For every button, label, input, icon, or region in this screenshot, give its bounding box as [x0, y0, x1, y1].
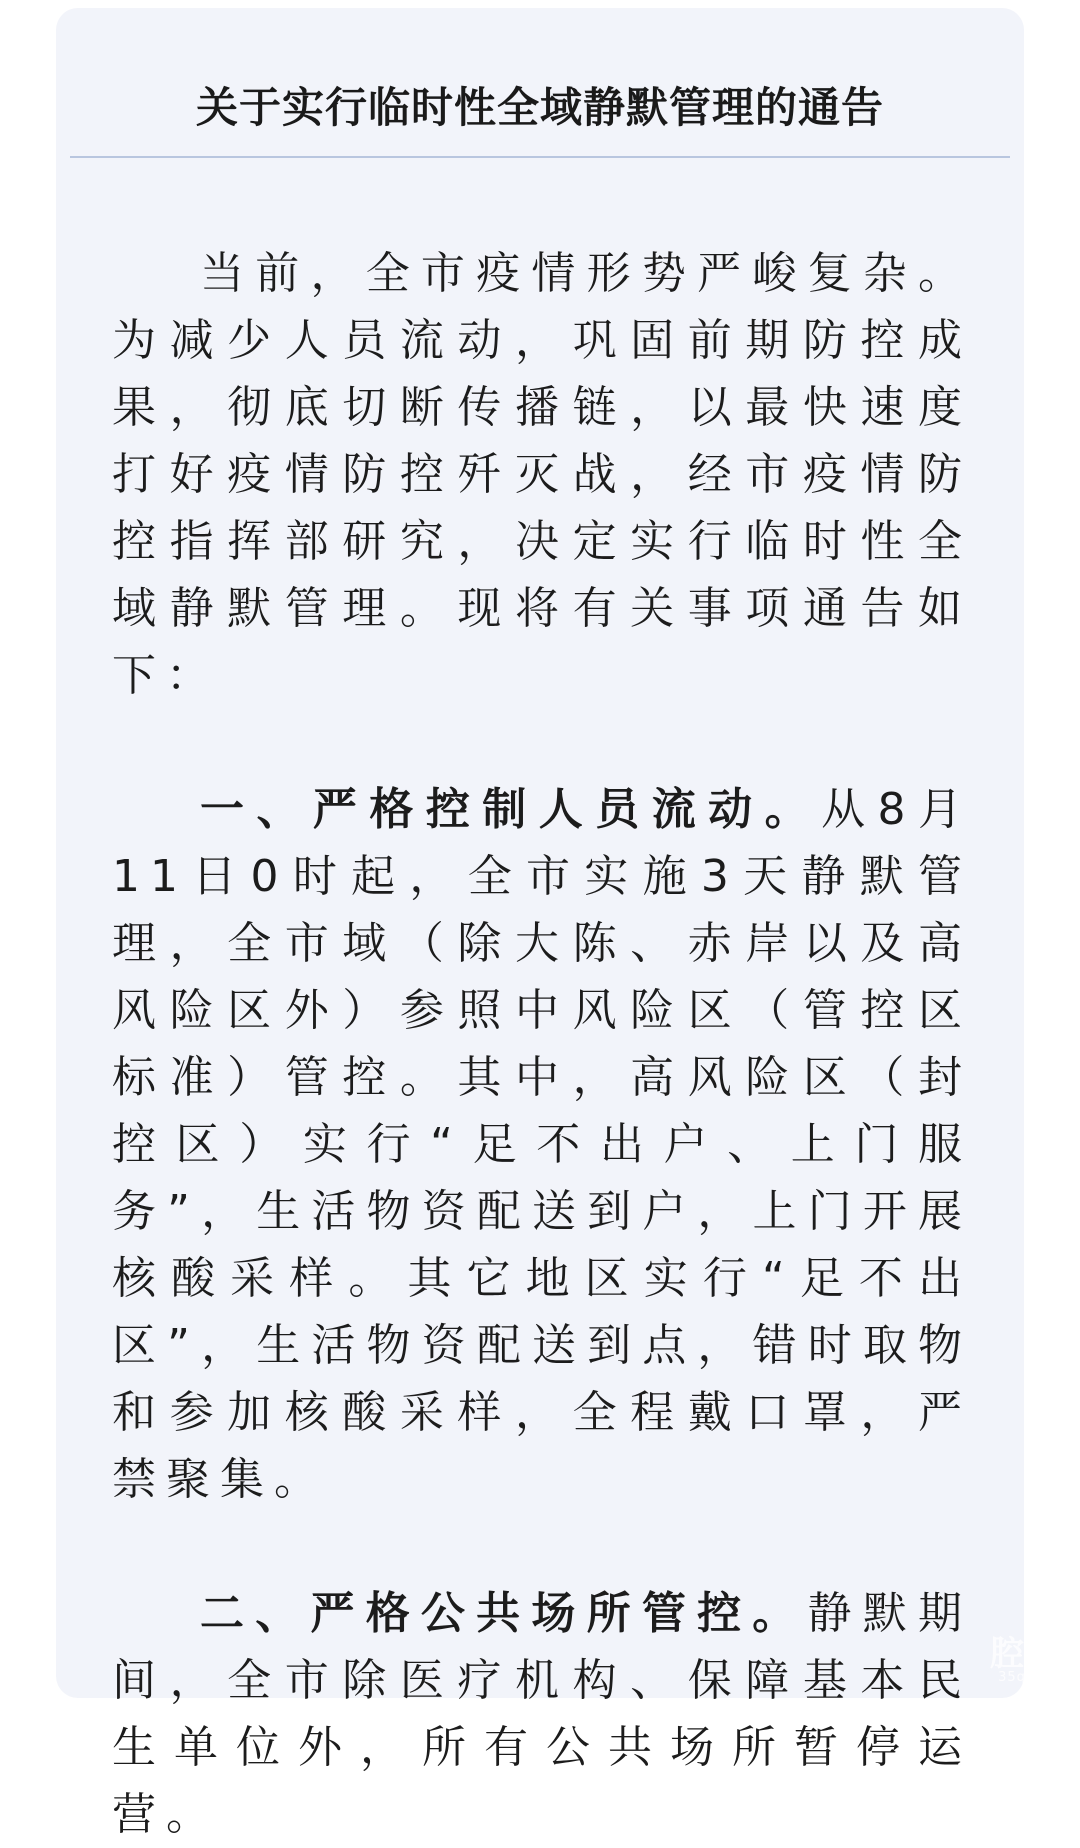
section-two-heading: 二、严格公共场所管控。 — [200, 1588, 808, 1639]
watermark-main: 腔友 — [990, 1634, 1058, 1674]
title-divider — [70, 156, 1010, 158]
section-one-paragraph — [112, 776, 972, 1513]
section-one-heading: 一、严格控制人员流动。 — [200, 784, 822, 835]
section-one-text: 从8月11日0时起，全市实施3天静默管理，全市域（除大陈、赤岸以及高风险区外）参照中风险区（管控区标准）管控。其中，高风险区（封控区）实行“足不出户、上门服务”，生活物资配送到户，上门开展核酸采样。其它地区实行“足不出区”，生活物资配送到点，错时取物和参加核酸采样，全程戴口罩，严禁聚集。 — [112, 784, 972, 1505]
notice-card — [56, 8, 1024, 1840]
watermark-sub: 35qiang — [998, 1670, 1058, 1685]
notice-title: 关于实行临时性全域静默管理的通告 — [195, 83, 884, 132]
intro-text: 当前，全市疫情形势严峻复杂。为减少人员流动，巩固前期防控成果，彻底切断传播链，以最快速度打好疫情防控歼灭战，经市疫情防控指挥部研究，决定实行临时性全域静默管理。现将有关事项通告如下： — [112, 248, 972, 701]
section-two-paragraph — [112, 1580, 972, 1848]
intro-paragraph — [112, 240, 972, 709]
section-two-text: 静默期间，全市除医疗机构、保障基本民生单位外，所有公共场所暂停运营。 — [112, 1588, 973, 1840]
site-watermark — [990, 1634, 1058, 1685]
notice-body — [112, 240, 972, 1848]
